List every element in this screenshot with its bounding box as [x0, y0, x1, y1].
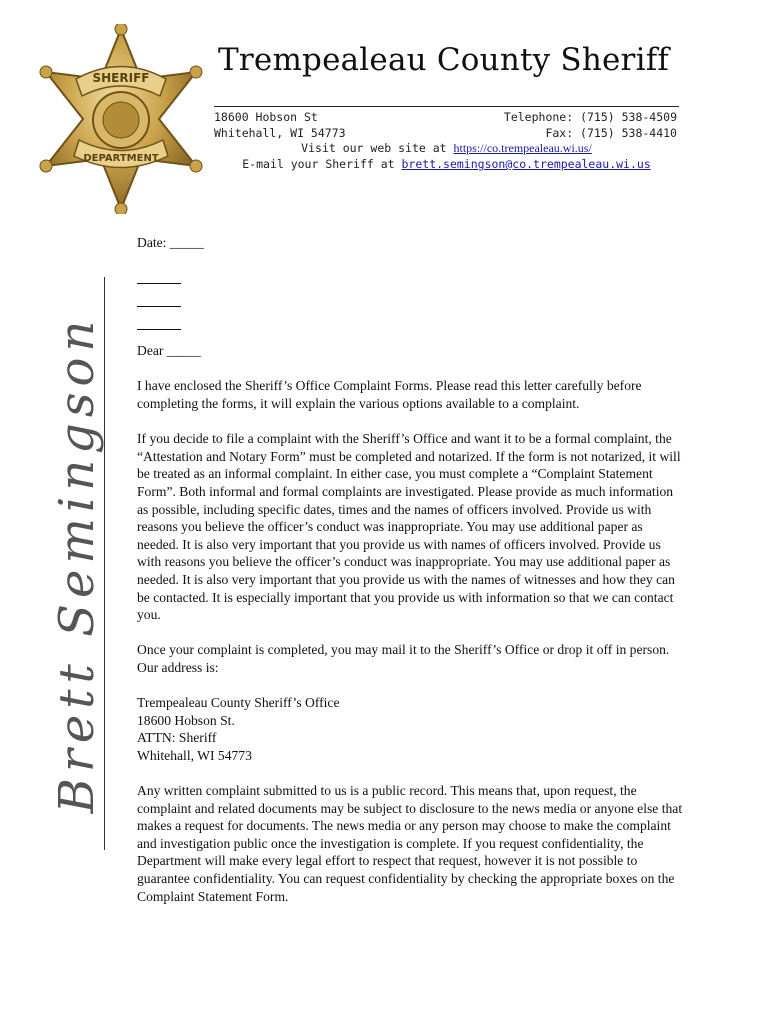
email-line — [214, 157, 679, 171]
website-line — [214, 141, 679, 156]
paragraph-submission: Once your complaint is completed, you may mail it to the Sheriff’s Office or drop it off in person. Our address is: — [137, 642, 670, 675]
website-link[interactable]: https://co.trempealeau.wi.us/ — [453, 141, 592, 155]
salutation: Dear _____ — [137, 343, 201, 359]
date-line: Date: _____ — [137, 235, 204, 250]
fax: Fax: (715) 538-4410 — [545, 126, 677, 140]
address-line-3: ATTN: Sheriff — [137, 730, 217, 746]
mailing-address — [137, 694, 683, 764]
email-link[interactable]: brett.semingson@co.trempealeau.wi.us — [401, 157, 651, 171]
address-line-2: 18600 Hobson St. — [137, 712, 235, 728]
street-address: 18600 Hobson St — [214, 110, 318, 124]
badge-bottom-text: DEPARTMENT — [83, 153, 159, 164]
paragraph-intro: I have enclosed the Sheriff’s Office Complaint Forms. Please read this letter carefully before completing the forms, it will explain the various options available to a complaint. — [137, 378, 642, 411]
letter-body — [137, 234, 683, 923]
address-line-4: Whitehall, WI 54773 — [137, 747, 252, 763]
email-prefix: E-mail your Sheriff at — [242, 157, 402, 171]
address-line-1: Trempealeau County Sheriff’s Office — [137, 695, 340, 711]
sheriff-name-vertical: Brett Semingson — [49, 314, 105, 813]
recipient-blank-2 — [137, 292, 181, 307]
recipient-blank-1 — [137, 269, 181, 284]
sidebar-signature — [49, 277, 105, 850]
header-divider — [214, 106, 679, 107]
telephone: Telephone: (715) 538-4509 — [503, 110, 677, 124]
recipient-blanks — [137, 269, 683, 330]
paragraph-public-record: Any written complaint submitted to us is a public record. This means that, upon request, the complaint and related documents may be subject to disclosure to the news media or anyone else that makes a request for documents. The news media or any person may choose to make the complaint and investigation public once the investigation is complete. If you request confidentiality, the Department will make every legal effort to respect that request, however it is not possible to guarantee confidentiality. You can request confidentiality by checking the appropriate boxes on the Complaint Statement Form. — [137, 783, 683, 904]
letterhead-title: Trempealeau County Sheriff — [218, 42, 670, 78]
badge-top-text: SHERIFF — [92, 71, 150, 85]
recipient-blank-3 — [137, 315, 181, 330]
sheriff-badge-icon — [36, 24, 206, 214]
city-state-zip: Whitehall, WI 54773 — [214, 126, 346, 140]
paragraph-complaint-process: If you decide to file a complaint with the Sheriff’s Office and want it to be a formal complaint, the “Attestation and Notary Form” must be completed and notarized. If the form is not notarized, it will be treated as an informal complaint. In either case, you must complete a “Complaint Statement Form”. Both informal and formal complaints are investigated. Please provide as much information as possible, including specific dates, times and the names of officers involved. Provide us with reasons you believe the officer’s conduct was inappropriate. You may use additional paper as needed. It is also very important that you provide us with names of officers involved. Provide us with reasons you believe the officer’s conduct was inappropriate. You may use additional paper as needed. It is also very important that you provide us with the names of witnesses and how they can be contacted. It is especially important that you provide us with information so that we can contact you. — [137, 431, 681, 623]
website-prefix: Visit our web site at — [301, 141, 454, 155]
